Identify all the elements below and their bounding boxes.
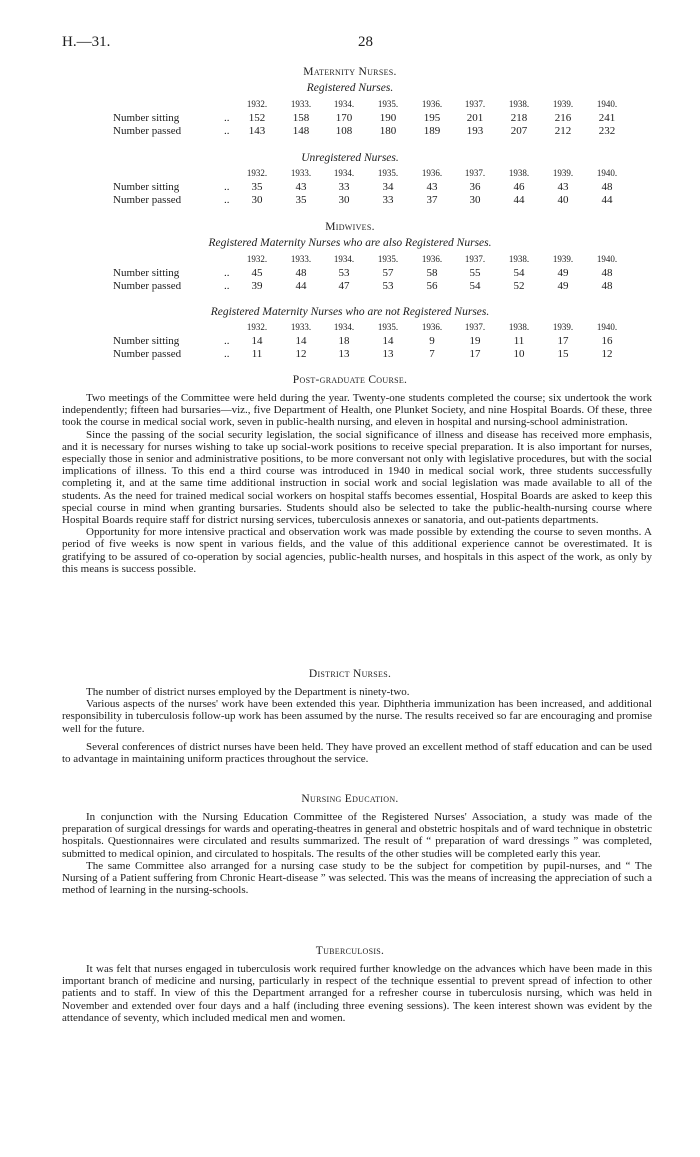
paragraph: The same Committee also arranged for a nursing case study to be the subject for competition by pupil-nurses, and “ The Nursing of a Patient suffering from Chronic Heart-disease ” was selected. This was the means of increasing the appreciation of such a method of learning in the nursing-schools. — [62, 859, 652, 897]
paragraph: In conjunction with the Nursing Education Committee of the Registered Nurses' Association, a study was made of the preparation of surgical dressings for wards and operating-theatres in general and obstetric hospitals and of ward technique in obstetric hospitals. Questionnaires were circulated and results summarized. The result of “ preparation of ward dressings ” was completed, submitted to medical opinion, and circulated to hospitals. The results of the other studies will be completed early this year. — [62, 811, 652, 860]
table-row: Number passed .. 30 35 30 33 37 30 44 40 44 — [113, 194, 613, 206]
paragraph: Two meetings of the Committee were held during the year. Twenty-one students completed the course; six undertook the work independently; fifteen had bursaries—viz., five Department of Health, one Plunket Society, and nine Hospital Boards. Of these, three took the course in medical social work, seven in public-health nursing, and eleven in hospital and nursing-school administration. — [62, 392, 652, 429]
table-row: Number sitting .. 35 43 33 34 43 36 46 43 48 — [113, 181, 613, 193]
post-graduate-text — [62, 392, 652, 575]
registered-nurses-subheading: Registered Nurses. — [306, 82, 394, 94]
also-registered-subheading: Registered Maternity Nurses who are also Registered Nurses. — [208, 237, 492, 249]
unregistered-nurses-subheading: Unregistered Nurses. — [301, 152, 399, 164]
table-row: Number sitting .. 45 48 53 57 58 55 54 49 48 — [113, 267, 613, 279]
midwives-heading: Midwives. — [325, 221, 375, 233]
post-graduate-heading: Post-graduate Course. — [292, 374, 408, 386]
years-row: 1932. 1933. 1934. 1935. 1936. 1937. 1938. 1939. 1940. — [246, 322, 618, 332]
paragraph: Several conferences of district nurses have been held. They have proved an excellent method of staff education and can be used to advantage in maintaining uniform practices throughout the service. — [62, 740, 652, 766]
years-row: 1932. 1933. 1934. 1935. 1936. 1937. 1938. 1939. 1940. — [246, 168, 618, 178]
not-registered-subheading: Registered Maternity Nurses who are not Registered Nurses. — [210, 306, 490, 318]
table-row: Number passed .. 11 12 13 13 7 17 10 15 12 — [113, 348, 613, 360]
report-reference: H.—31. — [62, 34, 111, 50]
paragraph: The number of district nurses employed by the Department is ninety-two. — [86, 686, 410, 698]
district-nurses-heading: District Nurses. — [308, 668, 392, 680]
table-row: Number sitting .. 152 158 170 190 195 201 218 216 241 — [113, 112, 616, 124]
table-row: Number sitting .. 14 14 18 14 9 19 11 17 16 — [113, 335, 613, 347]
nursing-education-heading: Nursing Education. — [301, 793, 399, 805]
table-row: Number passed .. 143 148 108 180 189 193 207 212 232 — [113, 125, 616, 137]
years-row: 1932. 1933. 1934. 1935. 1936. 1937. 1938. 1939. 1940. — [246, 99, 618, 109]
page-number: 28 — [358, 34, 373, 50]
paragraph: It was felt that nurses engaged in tuberculosis work required further knowledge on the advances which have been made in this important branch of medicine and nursing, particularly in respect of the technique essential to prevent spread of infection to other patients and to staff. In view of this the Department arranged for a refresher course in tuberculosis nursing, which was held in November and extended over four days and a half (including three evening sessions). The keen interest shown was evident by the attendance of seventy, which included medical men and women. — [62, 963, 652, 1024]
paragraph: Since the passing of the social security legislation, the social significance of illness and disease has received more emphasis, and it is necessary for nurses wishing to take up social-work positions to receive special preparation. It is also important for nurses, especially those in senior and administrative positions, to be more conversant not only with legislative procedures, but with the social implications of illness. To this end a third course was introduced in 1940 in medical social work, three students successfully completing it, and at the same time additional instruction in social work and social legislation was made available to all of the students. As the need for trained medical social workers on hospital staffs becomes essential, Hospital Boards are asked to keep this special course in mind when granting bursaries. Students should also be selected to take the public-health-nursing course where Hospital Boards require staff for district nursing services, tuberculosis annexes or sanatoria, and out-patients departments. — [62, 428, 652, 527]
tuberculosis-heading: Tuberculosis. — [315, 945, 385, 957]
tuberculosis-text — [62, 963, 652, 1024]
years-row: 1932. 1933. 1934. 1935. 1936. 1937. 1938. 1939. 1940. — [246, 254, 618, 264]
page-header — [0, 34, 700, 54]
district-nurses-text — [62, 686, 652, 765]
maternity-nurses-heading: Maternity Nurses. — [303, 66, 397, 78]
table-row: Number passed .. 39 44 47 53 56 54 52 49 48 — [113, 280, 613, 292]
paragraph: Opportunity for more intensive practical and observation work was made possible by extending the course to seven months. A period of five weeks is now spent in various fields, and the value of this additional experience cannot be overestimated. It is gratifying to be assured of co-operation by social agencies, public-health nurses, and hospitals in this aspect of the work, as only by this means is success possible. — [62, 526, 652, 575]
nursing-education-text — [62, 811, 652, 896]
paragraph: Various aspects of the nurses' work have been extended this year. Diphtheria immunization has been increased, and additional responsibility in tuberculosis follow-up work has been assumed by the nurse. The results received so far are encouraging and promise well for the future. — [62, 698, 652, 735]
